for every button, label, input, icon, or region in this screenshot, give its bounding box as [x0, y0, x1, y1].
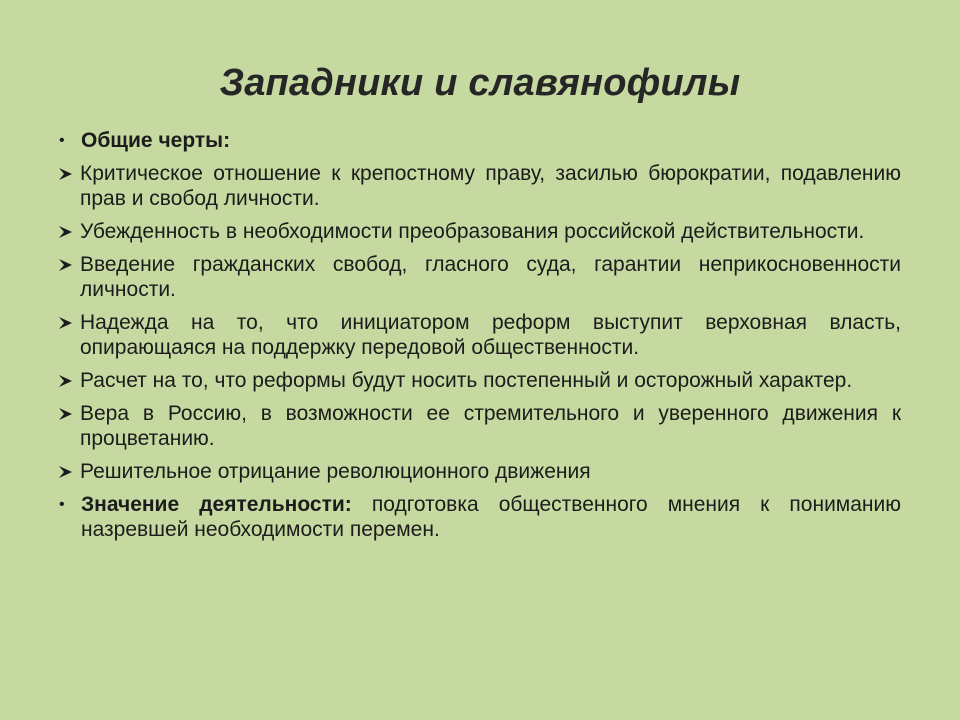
list-item [58, 219, 901, 244]
significance-paragraph [81, 492, 901, 542]
arrowhead-bullet-icon [58, 161, 80, 181]
common-features-heading-item [58, 128, 901, 153]
significance-item [58, 492, 901, 542]
point-text: Решительное отрицание революционного движения [80, 460, 591, 483]
list-item [58, 401, 901, 451]
slide-title: Западники и славянофилы [219, 62, 741, 104]
arrowhead-bullet-icon [58, 368, 80, 388]
significance-text: подготовка общественного мнения к пониманию назревшей необходимости перемен. [81, 493, 901, 541]
list-item [58, 459, 901, 484]
point-text: Убежденность в необходимости преобразования российской действительности. [80, 220, 865, 243]
common-features-heading: Общие черты: [81, 129, 231, 152]
list-item [58, 310, 901, 360]
arrowhead-bullet-icon [58, 310, 80, 330]
list-item [58, 252, 901, 302]
arrowhead-bullet-icon [58, 401, 80, 421]
list-item [58, 368, 901, 393]
bullet-dot-icon: • [59, 496, 65, 513]
significance-label: Значение деятельности: [81, 493, 352, 516]
point-text: Введение гражданских свобод, гласного суда, гарантии неприкосновенности личности. [80, 253, 901, 301]
point-text: Вера в Россию, в возможности ее стремительного и уверенного движения к процветанию. [80, 402, 901, 450]
arrowhead-bullet-icon [58, 252, 80, 272]
slide-content [58, 128, 901, 550]
list-item [58, 161, 901, 211]
bullet-dot-icon: • [59, 132, 65, 149]
arrowhead-bullet-icon [58, 219, 80, 239]
point-text: Надежда на то, что инициатором реформ выступит верховная власть, опирающаяся на поддержку передовой общественности. [80, 311, 901, 359]
point-text: Расчет на то, что реформы будут носить постепенный и осторожный характер. [80, 369, 853, 392]
arrowhead-bullet-icon [58, 459, 80, 479]
point-text: Критическое отношение к крепостному праву, засилью бюрократии, подавлению прав и свобод личности. [80, 162, 901, 210]
